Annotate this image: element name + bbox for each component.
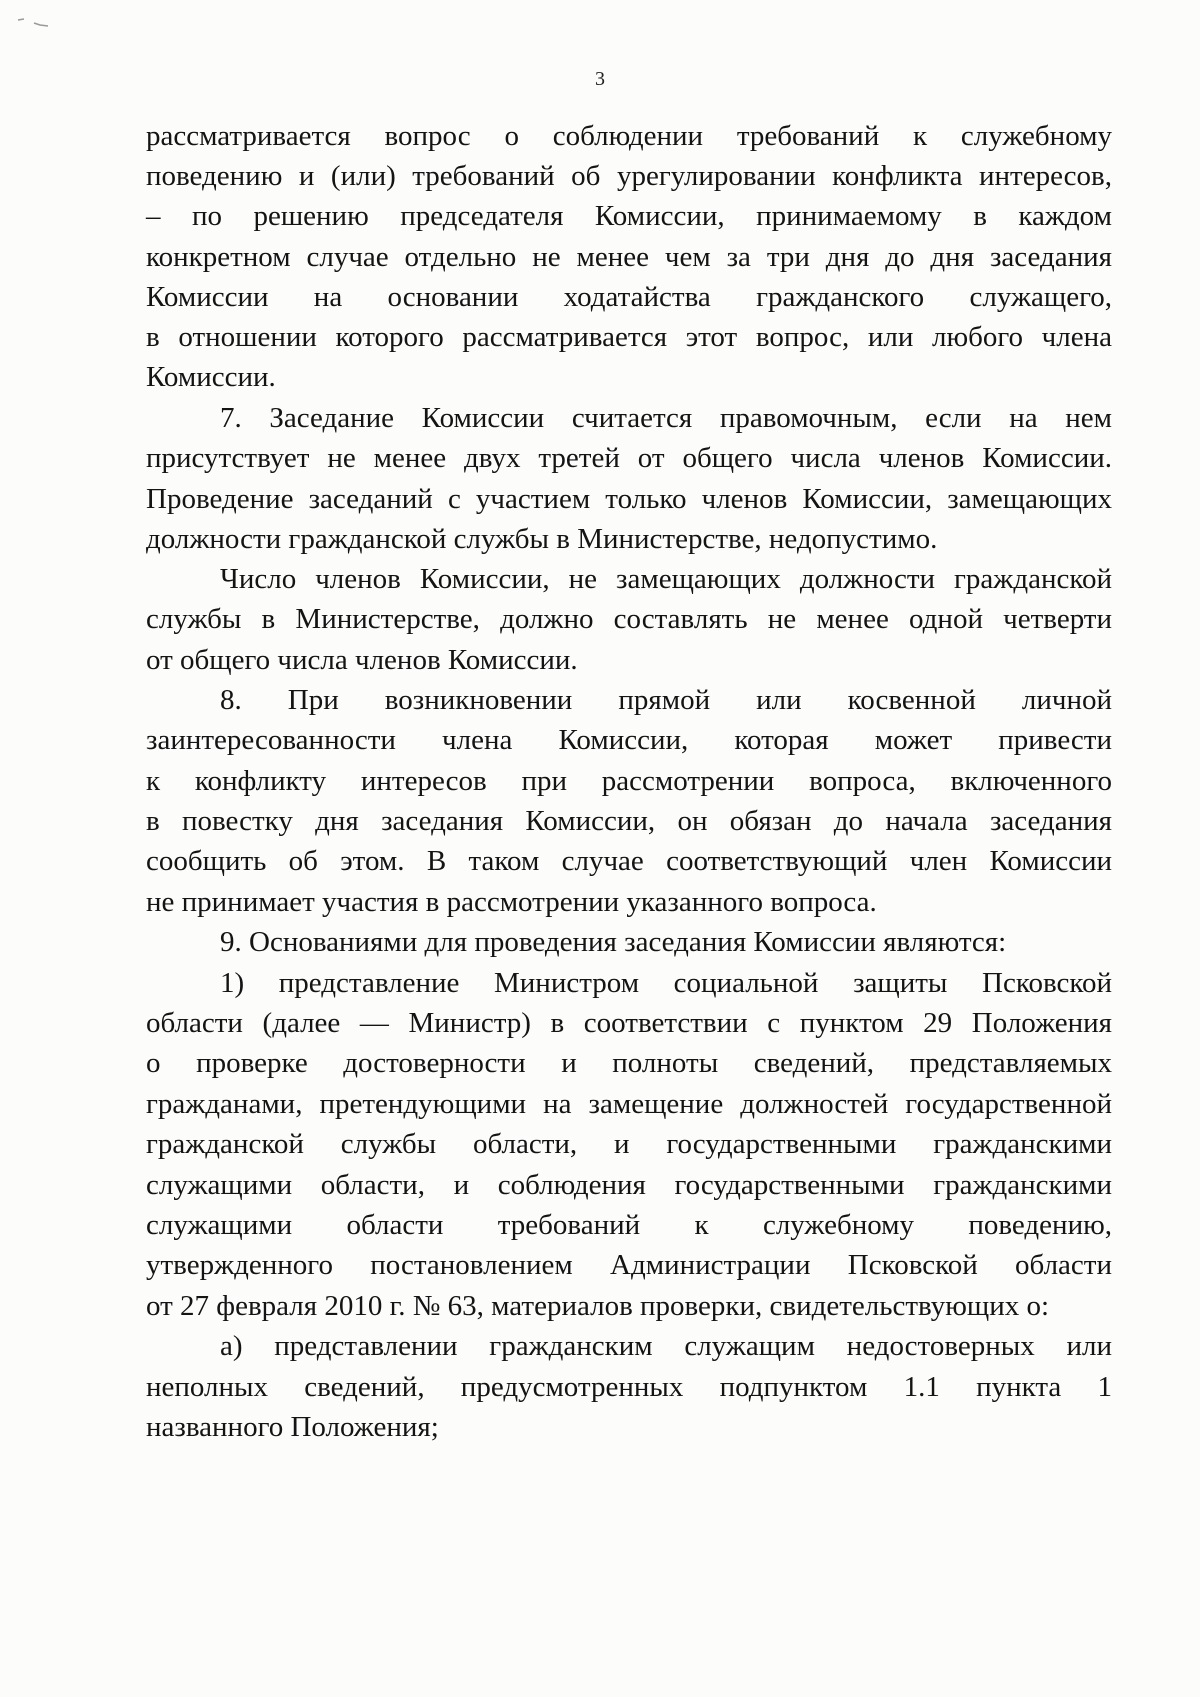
text-line-5: Комиссии на основании ходатайства гражданского служащего, — [146, 281, 1112, 313]
text-line-15: 8. При возникновении прямой или косвенной личной — [220, 684, 1112, 716]
text-line-8: 7. Заседание Комиссии считается правомочным, если на нем — [220, 402, 1112, 434]
text-line-20: не принимает участия в рассмотрении указанного вопроса. — [146, 886, 877, 918]
text-line-32: неполных сведений, предусмотренных подпунктом 1.1 пункта 1 — [146, 1371, 1112, 1403]
text-line-10: Проведение заседаний с участием только членов Комиссии, замещающих — [146, 483, 1112, 515]
text-line-22: 1) представление Министром социальной защиты Псковской — [220, 967, 1112, 999]
text-line-31: а) представлении гражданским служащим недостоверных или — [220, 1330, 1112, 1362]
text-line-33: названного Положения; — [146, 1411, 439, 1443]
text-line-1: рассматривается вопрос о соблюдении требований к служебному — [146, 120, 1112, 152]
text-line-6: в отношении которого рассматривается этот вопрос, или любого члена — [146, 321, 1112, 353]
text-line-16: заинтересованности члена Комиссии, которая может привести — [146, 724, 1112, 756]
scan-artifact-mark — [14, 14, 54, 30]
text-line-7: Комиссии. — [146, 361, 276, 393]
text-line-3: – по решению председателя Комиссии, принимаемому в каждом — [146, 200, 1112, 232]
text-line-4: конкретном случае отдельно не менее чем за три дня до дня заседания — [146, 241, 1112, 273]
text-line-2: поведению и (или) требований об урегулировании конфликта интересов, — [146, 160, 1112, 192]
text-line-19: сообщить об этом. В таком случае соответствующий член Комиссии — [146, 845, 1112, 877]
text-line-17: к конфликту интересов при рассмотрении вопроса, включенного — [146, 765, 1112, 797]
text-line-29: утвержденного постановлением Администрации Псковской области — [146, 1249, 1112, 1281]
text-line-11: должности гражданской службы в Министерстве, недопустимо. — [146, 523, 938, 555]
text-line-26: гражданской службы области, и государственными гражданскими — [146, 1128, 1112, 1160]
text-line-30: от 27 февраля 2010 г. № 63, материалов проверки, свидетельствующих о: — [146, 1290, 1050, 1322]
text-line-23: области (далее — Министр) в соответствии с пунктом 29 Положения — [146, 1007, 1112, 1039]
text-line-13: службы в Министерстве, должно составлять не менее одной четверти — [146, 603, 1112, 635]
text-line-18: в повестку дня заседания Комиссии, он обязан до начала заседания — [146, 805, 1112, 837]
text-line-9: присутствует не менее двух третей от общего числа членов Комиссии. — [146, 442, 1112, 474]
text-line-24: о проверке достоверности и полноты сведений, представляемых — [146, 1047, 1112, 1079]
text-line-25: гражданами, претендующими на замещение должностей государственной — [146, 1088, 1112, 1120]
text-line-28: служащими области требований к служебному поведению, — [146, 1209, 1112, 1241]
text-line-14: от общего числа членов Комиссии. — [146, 644, 578, 676]
page-number: 3 — [595, 68, 605, 90]
text-line-12: Число членов Комиссии, не замещающих должности гражданской — [220, 563, 1112, 595]
text-line-21: 9. Основаниями для проведения заседания Комиссии являются: — [220, 926, 1007, 958]
text-line-27: служащими области, и соблюдения государственными гражданскими — [146, 1169, 1112, 1201]
